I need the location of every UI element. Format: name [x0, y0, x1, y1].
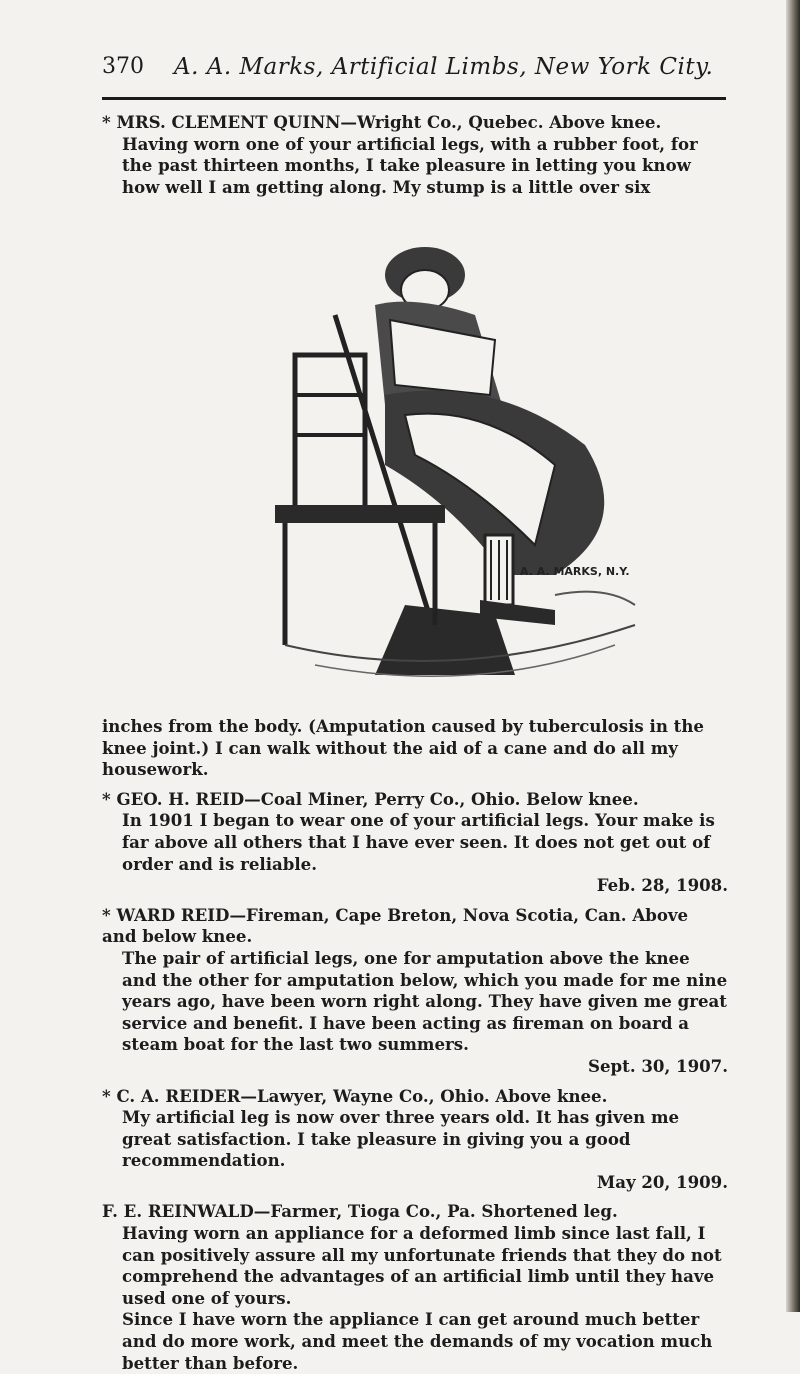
entry-date: Sept. 30, 1907. — [588, 1055, 728, 1076]
entry-text: In 1901 I began to wear one of your artificial legs. Your make is far above all others that I have ever seen. It does not get out of order and is reliable. — [122, 810, 715, 874]
entry-text: Having worn an appliance for a deformed limb since last fall, I can positively assure all my unfortunate friends that they do not comprehend the advantages of an artificial limb until they have used one of yours. — [122, 1223, 722, 1308]
header-rule — [102, 97, 726, 100]
entry-text: My artificial leg is now over three years old. It has given me great satisfaction. I take pleasure in giving you a good recommendation. — [122, 1107, 680, 1171]
entry-name: * MRS. CLEMENT QUINN—Wright Co., Quebec. Above knee. — [102, 112, 662, 132]
page-edge — [786, 0, 800, 1312]
entry-date: Feb. 28, 1908. — [596, 875, 728, 896]
entry-text: Having worn one of your artificial legs, with a rubber foot, for the past thirteen months, I take pleasure in letting you know how well I am getting along. My stump is a little over six — [122, 133, 698, 197]
entry-name: F. E. REINWALD—Farmer, Tioga Co., Pa. Shortened leg. — [102, 1201, 618, 1222]
entry-name: * WARD REID—Fireman, Cape Breton, Nova Scotia, Can. Above and below knee. — [102, 904, 689, 947]
entries-bottom — [102, 716, 728, 1374]
entry-name: * GEO. H. REID—Coal Miner, Perry Co., Ohio. Below knee. — [102, 788, 639, 809]
entry-text: The pair of artificial legs, one for amputation above the knee and the other for amputation below, which you made for me nine years ago, have been worn right along. They have given me great service and benefit. I have been acting as fireman on board a steam boat for the last two summers. — [122, 947, 728, 1055]
entry-date: May 20, 1909. — [596, 1171, 728, 1192]
entry-quinn-top — [102, 112, 728, 198]
entry-name: * C. A. REIDER—Lawyer, Wayne Co., Ohio. Above knee. — [102, 1085, 608, 1106]
entry-text-continued: inches from the body. (Amputation caused by tuberculosis in the knee joint.) I can walk without the aid of a cane and do all my housework. — [102, 716, 704, 780]
entry-text: Since I have worn the appliance I can get around much better and do more work, and meet the demands of my vocation much better than before. — [122, 1309, 713, 1373]
woman-sweeping-illustration — [255, 245, 735, 695]
page-header — [102, 54, 726, 94]
illustration-label: A. A. MARKS, N.Y. — [520, 565, 630, 578]
running-title: A. A. Marks, Artificial Limbs, New York City. — [174, 54, 714, 80]
page-number: 370 — [102, 54, 144, 79]
